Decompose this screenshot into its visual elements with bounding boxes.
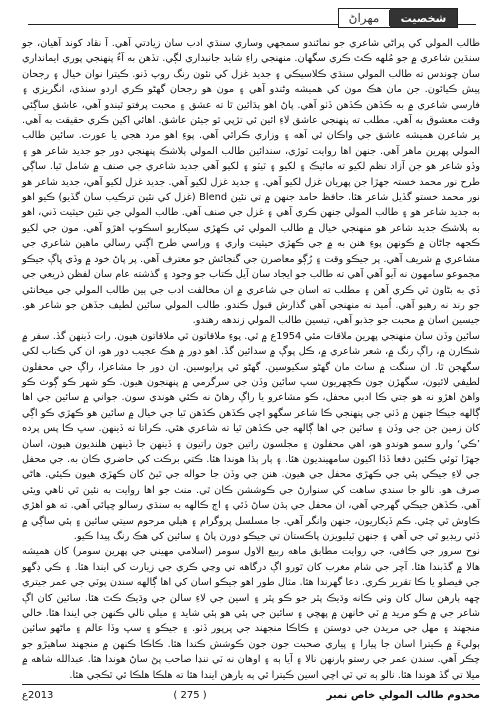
journal-logo: مهراڻ — [339, 10, 390, 26]
page-number: ( 275 ) — [173, 689, 207, 701]
section-header — [338, 8, 458, 28]
footer-year: 2013ع — [22, 689, 54, 701]
paragraph-3: نوح سرور جي ڪافي، جي روايت مطابق ماهه ربيع الاول سومر (اسلامي مهيني جي پهرين سومر) کان هميشه هالا ۾ گڏبندا هئا. آچر جي شام مغرب کان ٿورو اڳ درگاهه تي وڃي ڪري جي زيارت کي ايندا هئا. ۽ ڪي ڊگهو جي فيصلو يا ڪا تقرير ڪري. دعا گهرندا هئا. مثال طور اهو جيڪو اسان کي اها ڳالهه سندن پوٽي جي عمر جيتري ڇهه ٻارهن سال کان وٺي ڪانه وڌيڪ پٿر جو ڪو پٿر ۽ اسين جي لاءِ سالن جي وڌيڪ ڪٿ هئا. سائين کان اڳ شاعر جي ۾ ڪو مريد ۾ ٽي خانهن ۾ پهچي ۽ سائين جي ٻئي هو ٻئي شايد ۽ ميلي نالي ڪنهن جي ايندا هئا. خالي منجهند ۽ مهل جي مريدن جي دوستن ۽ ڪاڪا منجهند جي ڀرپور ڏٺو. ۽ جيڪو ۽ سڀ وڏا عالم ۽ ماڻهو سائين ٻوليءَ ۾ ڪيترا اسان جا پيارا ۽ پياري صحبت جون جون ڪوشش ڪندا هئا. ڪاڪا ڪنهن ۾ منجهند ساهيڙو جو چڪر آهي. سندن عمر جي رستو ٻارنهن نالا ۽ آيا ٻه ۽ اوهان نه ٽي ننڍا صاحب پڻ ساڻ هوندا هئا. عبدالله شاهه ۾ ميلا تي گڏ هوندا هئا. نالو ٻه تي ٽي اچي اسين ڪيترا ئي ٻه يارهن ايندا هئا ته هلڪا هلڪا ئي ٿڪجي هئا. — [22, 546, 480, 681]
page-footer — [22, 686, 480, 704]
paragraph-2: سائين وڏن سان منهنجي پهرين ملاقات مئي 1954ع ۾ ٿي. پوءِ ملاقاتون ٿي ملاقاتون هيون. رات ڏينهن گڏ. سفر ۾ شڪارن ۾، راڳ رنگ ۾، شعر شاعري ۾، ڪل پوڳ ۾ سدائين گڏ. اهو دور ۾ هڪ عجيب دور هو، ان کي ڪتاب لکي سگهجن ٿا. ان سنگت ۾ ساٿ مان گهڻو سکيوسين. گهڻو ئي پرايوسين. ان دور جا مشاعرا، راڳ جي محفلون لطيفي لائيون، سگهڙن جون ڪچهريون سڀ سائين وڏن جي سرگرمي ۾ پنهنجون هيون. ڪو شهر ڪو ڳوٺ ڪو واهڻ اهڙو نه هو جتي ڪا ادبي محفل، ڪو مشاعرو يا راڳ رهاڻ نه ڪئي هوندي سون. جواني ۾ سائين جي اها ڳالهه جيڪا جنهن ۾ ڏٺي جي پنهنجي ڪا شاعر سگهو اچي ڪڏهن ڪڏهن ٿيا جي خيال ۾ سائين هو ڪهڙي ڪو اڳي کان زمين جن جي وڏن ۽ سائين جي اها ڳالهه جي ڪڏهن ٿيا ته شاعري هئي. ڪراتا ته ڏينهن. سڀ ڪا پس پرده ’ڪي‘ وارو سمو هوندو هو، اهي محفلون ۽ مجلسون راتين جون راتيون ۽ ڏينهن جا ڏينهن هلنديون هيون، اسان جهڙا ٽوئي ڪئين دفعا ڏڌا اکيون سامهينديون هئا. ۽ ٻار ٻڌا هوندا هئا. ڪتي برڪت کي حاضري ڪان به. جي محفل جي لاءِ جيڪي ٻئي جي ڪهڙي محفل جي هيون. هنن جي وڏن جا حواله جي ٿيڻ کان ڪهڙي هيون ڪيئي. هاڻي صرف هو. نالو جا سندي ساهت کي سنوارڻ جي ڪوششن ڪان ٿي. منٺ جو اها روايت به نئين ٿي ٺاهي ويئي آهي. ڪڏهن جيڪي گهرجي آهي، ان محفل جي ٻڌن ساڻ ڏئي ۽ اڄ ڪالهه به سنڌي رسالو ڇپائي آهي. ته هو اهڙي ڪاوش ٿي چئي. ڪم ڏيکاريون، جنهن وانگر آهي. جا مسلسل پروگرام ۽ هيلي مرحوم سيتي سائين ۽ ٻئي ساڳي ۾ ڏٺي ريڊيو ٿي جي آهي ۽ جنهن ٽيليويزن پاڪستان تي جيڪو دورن پاڻ ۽ سائين کي هڪ رنگ پيدا ڪيو. — [22, 330, 481, 542]
article-body — [22, 36, 481, 681]
paragraph-1: طالب المولي کي پراڻي شاعري جو نمائندو سمجهي وساري سنڌي ادب سان زيادتي آهي. آ نقاد کوند آهيان، جو سنڌين شاعري ۾ جو مُلهه ڪٿ ڪري سگهان. منهنجي راءِ شايد جانبداري لڳي. تڏهن به آءُ پنهنجي پوري ايمانداري سان چوندس ته طالب المولي سنڌي ڪلاسيڪي ۽ جديد غزل کي نئون رنگ روپ ڏنو. ڪيترا نوان خيال ۽ رجحان پيش ڪيائون. جن مان هڪ مون کي هميشه وڻندو آهي ۽ مون هو رجحان گهڻو ڪري اردو سنڌي، انگريزي ۽ فارسي شاعري ۾ به ڪڏهن ڪڏهن ڏٺو آهي. پاڻ اهو ٻڌائين ٿا ته عشق ۽ محبت پرفتو ٿيندو آهي، عاشق ساڳئي وقت معشوق به آهي. مطلب ته پنهنجي عاشق لاءِ ائين ئي تڙپي ٿو جيئن عاشق. اهائي اکين ڪري حقيقت به آهي. پر شاعرن هميشه عاشق جي واڪان ٿي آهه ۽ وزاري ڪرائي آهي. پوءِ اهو مرد هجي يا عورت. سائين طالب المولي پهرين ماهر آهي. جنهن اها روايت ٽوڙي، سندائين طالب المولي ٻلاشڪ پنهنجي دور جو جديد شاعر هو ۽ وڏو شاعر هو جن آزاد نظم لکيو ته مائيڪ ۽ لکيو ۽ ٽيٽو ۽ لکيو آهي جديد شاعري جي صنف ۾ شامل ٿيا. ساڳي طرح نور محمد خستہ جهڙا جن پهريان غزل لکيو آهي. ۽ جديد غزل لکيو آهي. جديد غزل لکيو آهي، جديد شاعر هو نور محمد خستو گڏيل شاعر هئا. حافظ حامد جنهن ۾ تي نئين Blend (غزل کي نئين ترڪيب سان گڏيو) ڪيو اهو به جديد شاعر هو ۽ طالب المولي جنهن ڪري آهي ۽ غزل جي صنف آهي. طالب المولي جي نئين حيثيت ڏني، اهو به ٻلاشڪ جديد شاعر هو منهنجي خيال ۾ طالب المولي ئي ڪهڙي سيکاريو اسڪوپ اهڙو آهي. مون جي لکيو ڪجهه ڄاڻان ۾ ڪونهن پوءِ هنن به ۾ جي ڪهڙي حيثيت واري ۽ وراسي طرح اڳتي رسالي ماهين شاعري جي مشاعري ۾ شريف آهي. پر جيڪو وقت ۽ رُڳو معاصرن جي گنجائش جو معترف آهي. پر پاڻ خود ۾ وڏي ڀاڳ جيڪو مجموعو سامهون نه آيو آهي آهي ته طالب جو ايجاد سان آيل ڪتاب جو وجود ۽ گذشته عام سان لفظن ذريعي جي ڏي به بڻاون ٿي ڪري آهن ۽ مطلب ته اسان جي شاعري ۾ ان مخالفت ادب جي ٻين طالب المولي جي ميخانئي جو رند نه رهيو آهي. اُميد نه منهنجي آهي گذارش قبول ڪندو. طالب المولي سائين لطيف جڏهن جو شاعر هو. جيسين اسان ۾ محبت جو جذبو آهي، تيسين طالب المولي زندهه رهندو. — [22, 38, 480, 327]
journal-title: مخدوم طالب المولي خاص نمبر — [326, 689, 480, 701]
footer-rule — [22, 684, 480, 685]
section-label: شخصيت — [390, 9, 457, 27]
